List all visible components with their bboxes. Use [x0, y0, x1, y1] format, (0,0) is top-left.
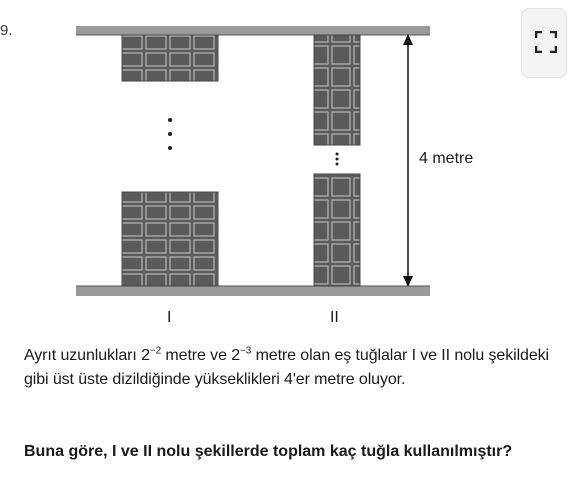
figure-label-I: I	[167, 308, 172, 326]
expand-button[interactable]	[521, 8, 567, 78]
stack-II-top	[314, 35, 360, 145]
stack-I-top	[122, 35, 218, 81]
stack-II-bottom	[314, 174, 360, 286]
bottom-beam	[76, 286, 430, 296]
height-label: 4 metre	[419, 150, 474, 167]
question-number: 9.	[0, 22, 13, 39]
question-text: Buna göre, I ve II nolu şekillerde toplam kaç tuğla kullanılmıştır?	[24, 443, 513, 460]
top-beam	[76, 26, 430, 35]
expand-icon	[535, 31, 557, 53]
figure-label-II: II	[330, 308, 339, 326]
problem-statement: Ayrıt uzunlukları $2^{-2}$ metre ve $2^{-3}$ metre olan eş tuğlalar I ve II nolu şekildeki gibi üst üste dizildiğinde yükseklikleri 4'er metre oluyor.	[24, 345, 549, 388]
stack-I-bottom	[122, 192, 218, 286]
